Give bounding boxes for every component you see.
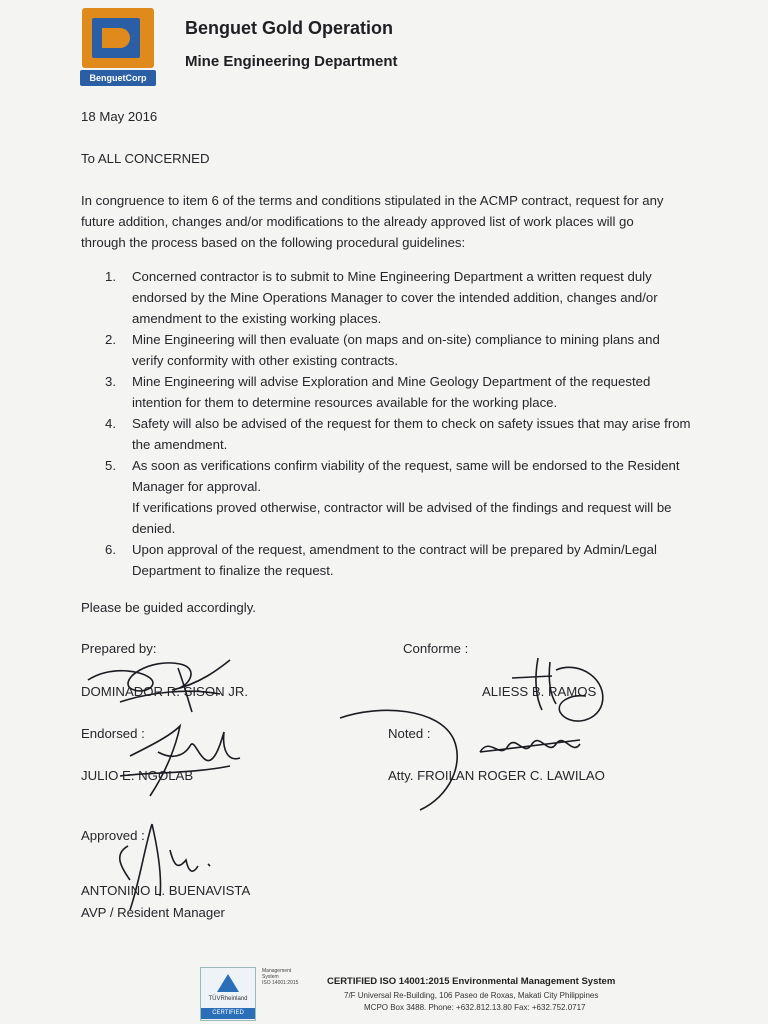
guideline-number: 1. xyxy=(105,269,116,284)
management-system-text: Management System ISO 14001:2015 xyxy=(262,968,299,986)
guideline-line: verify conformity with other existing contracts. xyxy=(132,353,399,368)
noted-label: Noted : xyxy=(388,726,431,741)
guideline-line: Upon approval of the request, amendment to the contract will be prepared by Admin/Legal xyxy=(132,542,657,557)
noted-name: Atty. FROILAN ROGER C. LAWILAO xyxy=(388,768,605,783)
guideline-item xyxy=(81,266,741,329)
intro-line: through the process based on the following procedural guidelines: xyxy=(81,235,466,250)
guideline-line: the amendment. xyxy=(132,437,228,452)
guideline-line: Manager for approval. xyxy=(132,479,262,494)
memo-date: 18 May 2016 xyxy=(81,109,158,124)
certification-title: CERTIFIED ISO 14001:2015 Environmental Management System xyxy=(327,976,616,987)
signature-noted xyxy=(330,700,620,820)
approved-label: Approved : xyxy=(81,828,145,843)
guideline-line: Mine Engineering will then evaluate (on maps and on-site) compliance to mining plans and xyxy=(132,332,660,347)
intro-paragraph xyxy=(81,190,731,253)
guideline-line: Mine Engineering will advise Exploration and Mine Geology Department of the requested xyxy=(132,374,651,389)
guideline-line: If verifications proved otherwise, contractor will be advised of the findings and request will be xyxy=(132,500,672,515)
prepared-by-name: DOMINADOR R. SISON JR. xyxy=(81,684,249,699)
guideline-number: 2. xyxy=(105,332,116,347)
intro-line: future addition, changes and/or modifications to the already approved list of work places will go xyxy=(81,214,634,229)
signature-prepared xyxy=(80,648,250,718)
signature-approved xyxy=(100,810,230,920)
approved-title: AVP / Resident Manager xyxy=(81,905,225,920)
guideline-number: 5. xyxy=(105,458,116,473)
closing-line: Please be guided accordingly. xyxy=(81,600,256,615)
guideline-line: endorsed by the Mine Operations Manager to cover the intended addition, changes and/or xyxy=(132,290,658,305)
guideline-number: 4. xyxy=(105,416,116,431)
guideline-line: As soon as verifications confirm viability of the request, same will be endorsed to the Resident xyxy=(132,458,680,473)
prepared-by-label: Prepared by: xyxy=(81,641,157,656)
department-name: Mine Engineering Department xyxy=(185,53,398,70)
guideline-item xyxy=(81,539,741,581)
endorsed-name: JULIO E. NGOLAB xyxy=(81,768,194,783)
footer-contact: MCPO Box 3488. Phone: +632.812.13.80 Fax: +632.752.0717 xyxy=(364,1003,586,1012)
tuv-triangle-icon xyxy=(217,974,239,992)
approved-name: ANTONINO L. BUENAVISTA xyxy=(81,883,251,898)
logo-label: BenguetCorp xyxy=(80,70,156,86)
org-name: Benguet Gold Operation xyxy=(185,18,394,38)
guideline-item xyxy=(81,371,741,413)
certified-label: CERTIFIED xyxy=(201,1008,255,1019)
footer-address: 7/F Universal Re-Building, 106 Paseo de Roxas, Makati City Philippines xyxy=(344,991,599,1000)
guideline-line: denied. xyxy=(132,521,176,536)
guideline-line: amendment to the existing working places. xyxy=(132,311,382,326)
guideline-line: Concerned contractor is to submit to Mine Engineering Department a written request duly xyxy=(132,269,652,284)
conforme-name: ALIESS B. RAMOS xyxy=(482,684,597,699)
guideline-number: 6. xyxy=(105,542,116,557)
conforme-label: Conforme : xyxy=(403,641,469,656)
memo-salutation: To ALL CONCERNED xyxy=(81,151,210,166)
intro-line: In congruence to item 6 of the terms and conditions stipulated in the ACMP contract, request for any xyxy=(81,193,664,208)
tuv-certification-logo xyxy=(200,967,256,1021)
guideline-item xyxy=(81,413,741,455)
endorsed-label: Endorsed : xyxy=(81,726,145,741)
tuv-label: TÜVRheinland xyxy=(208,996,248,1002)
guideline-item xyxy=(81,455,741,539)
company-logo xyxy=(80,8,156,84)
guideline-line: Department to finalize the request. xyxy=(132,563,334,578)
guideline-item xyxy=(81,329,741,371)
guidelines-list xyxy=(81,266,741,581)
guideline-line: intention for them to determine resources available for the working place. xyxy=(132,395,558,410)
guideline-number: 3. xyxy=(105,374,116,389)
guideline-line: Safety will also be advised of the request for them to check on safety issues that may arise from xyxy=(132,416,691,431)
